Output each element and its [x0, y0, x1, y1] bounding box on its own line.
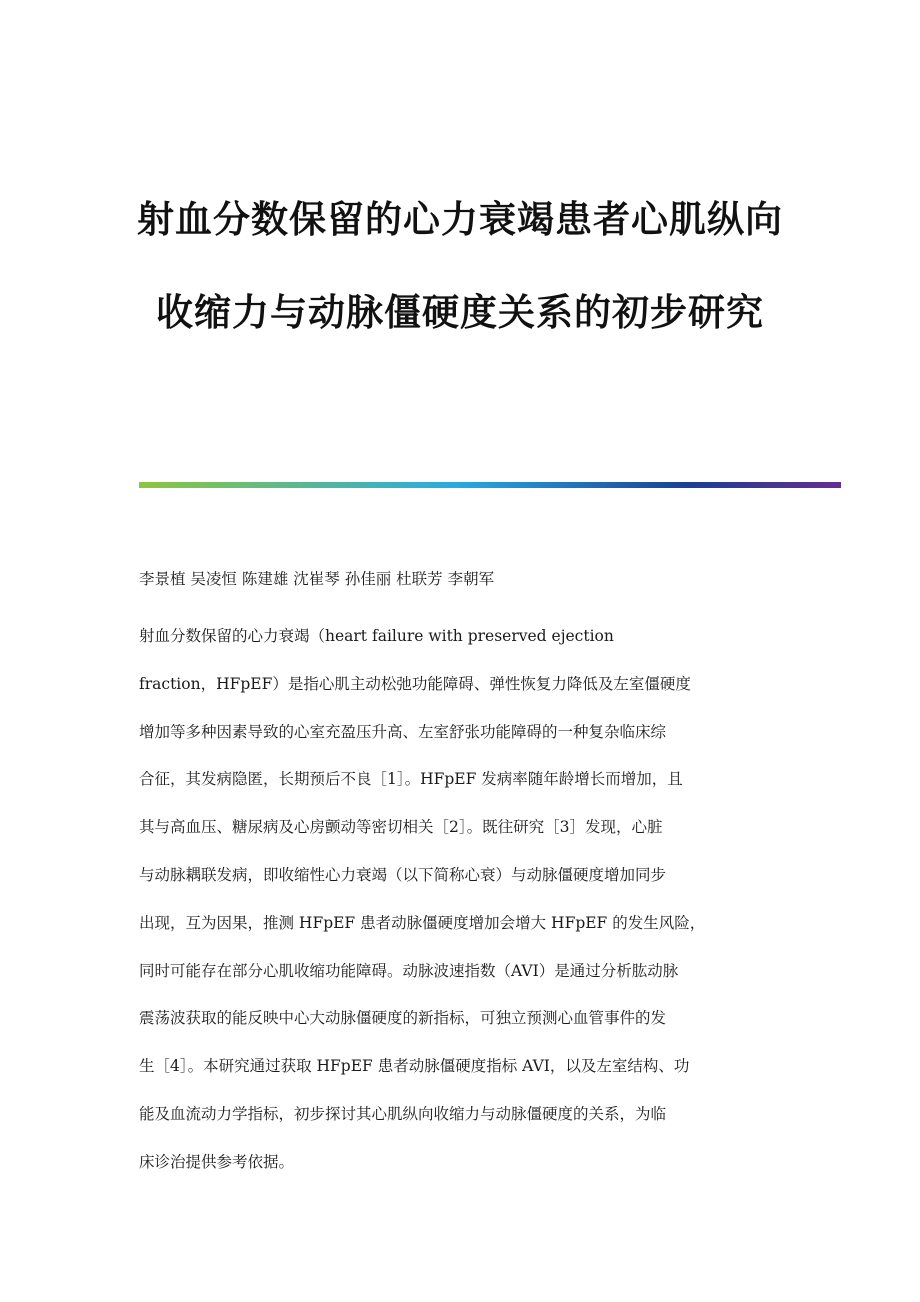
abstract-line: 出现，互为因果，推测 HFpEF 患者动脉僵硬度增加会增大 HFpEF 的发生风险，	[139, 913, 706, 932]
title-line-1: 射血分数保留的心力衰竭患者心肌纵向	[137, 198, 783, 241]
document-title	[0, 196, 920, 337]
abstract-line: 射血分数保留的心力衰竭（heart failure with preserved ejection	[139, 627, 614, 645]
author-list: 李景植 吴凌恒 陈建雄 沈崔琴 孙佳丽 杜联芳 李朝军	[139, 570, 495, 588]
title-line-2: 收缩力与动脉僵硬度关系的初步研究	[156, 291, 764, 334]
abstract-line: fraction，HFpEF）是指心肌主动松弛功能障碍、弹性恢复力降低及左室僵硬度	[139, 674, 691, 693]
abstract-line: 能及血流动力学指标，初步探讨其心肌纵向收缩力与动脉僵硬度的关系，为临	[139, 1104, 667, 1123]
abstract-line: 与动脉耦联发病，即收缩性心力衰竭（以下简称心衰）与动脉僵硬度增加同步	[139, 865, 667, 884]
abstract-line: 其与高血压、糖尿病及心房颤动等密切相关［2］。既往研究［3］发现，心脏	[139, 818, 663, 837]
abstract-line: 合征，其发病隐匿，长期预后不良［1］。HFpEF 发病率随年龄增长而增加，且	[139, 770, 683, 789]
abstract-body	[139, 624, 784, 1198]
abstract-line: 震荡波获取的能反映中心大动脉僵硬度的新指标，可独立预测心血管事件的发	[139, 1009, 667, 1028]
abstract-line: 增加等多种因素导致的心室充盈压升高、左室舒张功能障碍的一种复杂临床综	[139, 722, 667, 741]
abstract-line: 生［4］。本研究通过获取 HFpEF 患者动脉僵硬度指标 AVI，以及左室结构、功	[139, 1057, 690, 1076]
abstract-line: 同时可能存在部分心肌收缩功能障碍。动脉波速指数（AVI）是通过分析肱动脉	[139, 961, 679, 980]
title-divider	[139, 482, 841, 488]
abstract-line: 床诊治提供参考依据。	[139, 1152, 295, 1171]
